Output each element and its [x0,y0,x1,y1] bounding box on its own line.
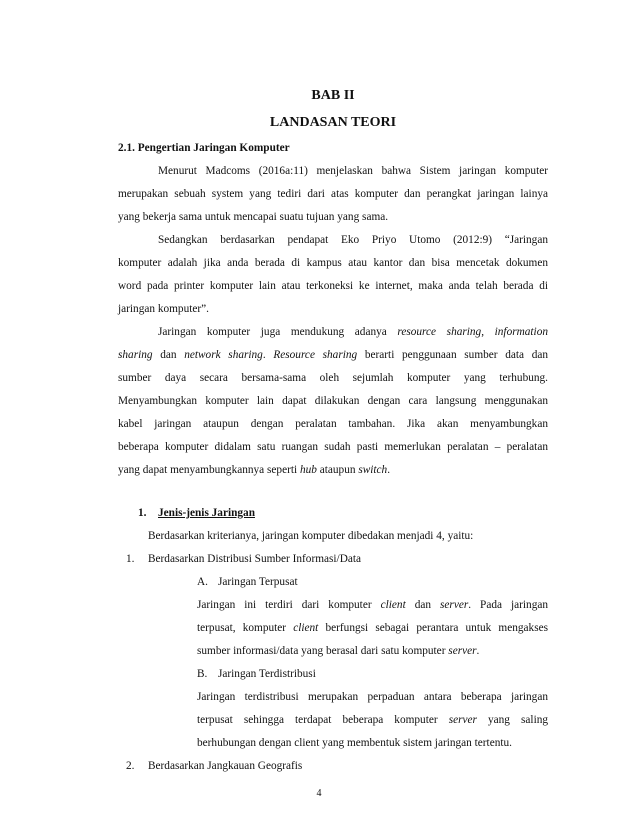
p1-line-3: yang bekerja sama untuk mencapai suatu tujuan yang sama. [118,211,389,223]
list-heading-number: 1. [138,507,147,519]
item-1-number: 1. [126,553,135,565]
section-heading: 2.1. Pengertian Jaringan Komputer [118,142,290,154]
page-title: LANDASAN TEORI [269,115,397,130]
sub-b-line-2: terpusat sehingga terdapat beberapa komputer server yang saling [197,714,549,726]
item-1-title: Berdasarkan Distribusi Sumber Informasi/Data [148,553,362,565]
p2-line-3: word pada printer komputer lain atau terkoneksi ke internet, maka anda telah berada di [118,280,548,292]
p3-line-5: kabel jaringan ataupun dengan peralatan tambahan. Jika akan menyambungkan [118,418,548,430]
p3-line-6: beberapa komputer didalam satu ruangan sudah pasti memerlukan peralatan – peralatan [118,441,548,453]
p2-line-4: jaringan komputer”. [118,303,209,315]
p1-line-1: Menurut Madcoms (2016a:11) menjelaskan bahwa Sistem jaringan komputer [158,165,548,177]
sub-b-title: Jaringan Terdistribusi [218,668,316,680]
sub-a-label: A. [197,576,208,588]
sub-a-line-2: terpusat, komputer client berfungsi sebagai perantara untuk mengakses [197,622,548,634]
sub-a-line-1: Jaringan ini terdiri dari komputer client dan server. Pada jaringan [197,599,549,611]
p3-line-4: Menyambungkan komputer lain dapat dilakukan dengan cara langsung menggunakan [118,395,548,407]
p2-line-1: Sedangkan berdasarkan pendapat Eko Priyo Utomo (2012:9) “Jaringan [158,234,548,246]
p2-line-2: komputer adalah jika anda berada di kampus atau kantor dan bisa mencetak dokumen [118,257,548,269]
sub-b-line-1: Jaringan terdistribusi merupakan perpaduan antara beberapa jaringan [197,691,548,703]
p3-line-2: sharing dan network sharing. Resource sharing berarti penggunaan sumber data dan [118,349,549,361]
page-number: 4 [316,788,322,799]
sub-b-label: B. [197,668,208,680]
p1-line-2: merupakan sebuah system yang tediri dari atas komputer dan perangkat jaringan lainya [118,188,548,200]
item-2-number: 2. [126,760,135,772]
sub-a-line-3: sumber informasi/data yang berasal dari satu komputer server. [197,645,480,657]
p3-line-1: Jaringan komputer juga mendukung adanya resource sharing, information [158,326,548,338]
list-intro: Berdasarkan kriterianya, jaringan komputer dibedakan menjadi 4, yaitu: [148,530,474,542]
sub-a-title: Jaringan Terpusat [218,576,298,588]
p3-line-7: yang dapat menyambungkannya seperti hub ataupun switch. [118,464,391,476]
sub-b-line-3: berhubungan dengan client yang membentuk sistem jaringan tertentu. [197,737,512,749]
list-heading: Jenis-jenis Jaringan [158,507,255,519]
item-2-title: Berdasarkan Jangkauan Geografis [148,760,303,772]
chapter-label: BAB II [311,88,355,103]
p3-line-3: sumber daya secara bersama-sama oleh sejumlah komputer yang terhubung. [118,372,548,384]
